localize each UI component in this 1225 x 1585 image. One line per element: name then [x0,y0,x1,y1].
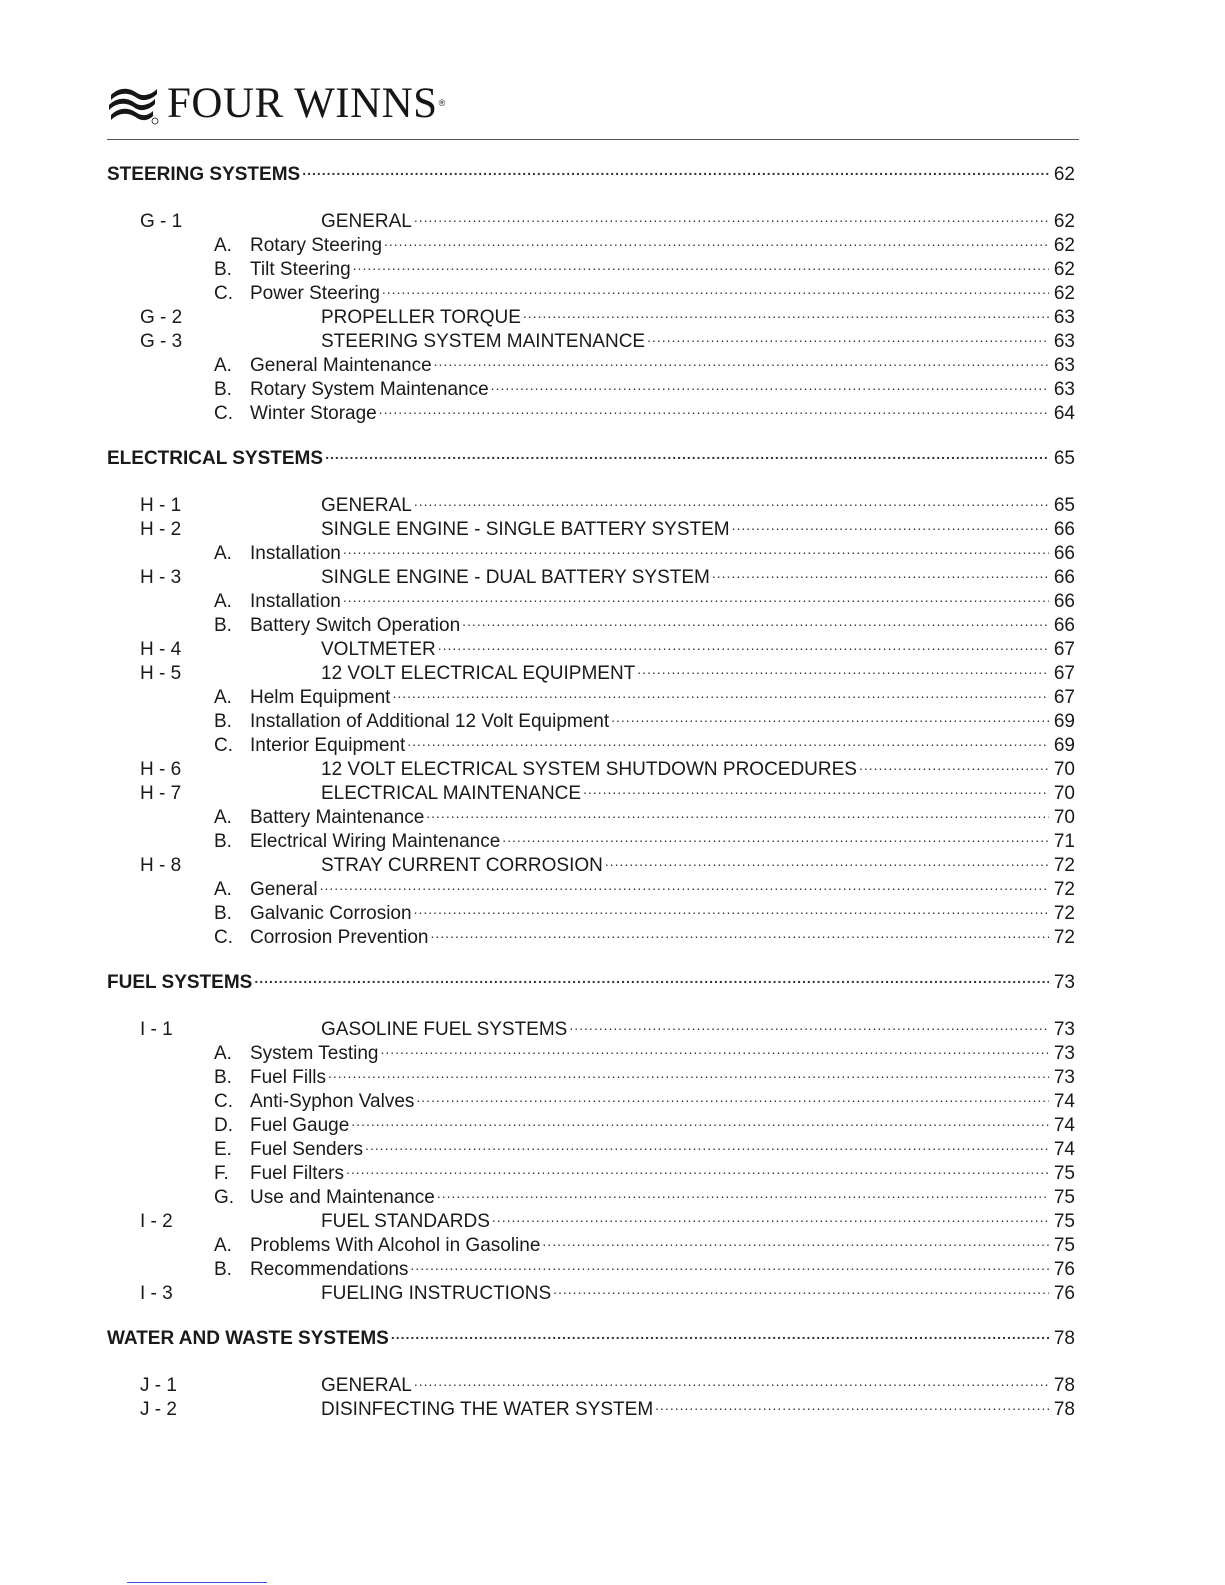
entry-code: J - 2 [140,1399,177,1420]
leader-dots [426,799,1049,823]
entry-title: Installation [250,591,341,612]
entry-letter: G. [214,1187,235,1208]
page-number: 72 [1053,879,1075,900]
entry-letter: C. [214,283,233,304]
entry-title: Galvanic Corrosion [250,903,412,924]
page-number: 73 [1053,1043,1075,1064]
toc-entry[interactable] [107,1367,1075,1396]
entry-letter: A. [214,1235,232,1256]
entry-title: Corrosion Prevention [250,927,429,948]
entry-title: FUELING INSTRUCTIONS [321,1283,552,1304]
page-number: 65 [1053,495,1075,516]
page-number: 62 [1053,259,1075,280]
leader-dots [647,323,1049,347]
leader-dots [254,964,1049,988]
page-number: 66 [1053,591,1075,612]
entry-letter: C. [214,1091,233,1112]
leader-dots [351,1107,1049,1131]
entry-title: Power Steering [250,283,380,304]
page-number: 74 [1053,1115,1075,1136]
toc-section-heading[interactable] [107,440,1075,469]
entry-title: Fuel Senders [250,1139,364,1160]
entry-code: G - 1 [140,211,183,232]
entry-title: General [250,879,318,900]
leader-dots [320,871,1049,895]
entry-title: GENERAL [321,495,412,516]
page-number: 63 [1053,379,1075,400]
entry-code: G - 2 [140,307,183,328]
brand-logo [107,80,445,126]
brand-name: FOUR WINNS [167,79,438,127]
entry-title: Fuel Gauge [250,1115,350,1136]
entry-title: VOLTMETER [321,639,436,660]
page-number: 73 [1053,972,1075,993]
entry-code: J - 1 [140,1375,177,1396]
page-number: 65 [1053,448,1075,469]
page-number: 78 [1053,1328,1075,1349]
page-number: 70 [1053,783,1075,804]
entry-title: 12 VOLT ELECTRICAL EQUIPMENT [321,663,636,684]
page-number: 62 [1053,283,1075,304]
leader-dots [392,679,1049,703]
page-number: 69 [1053,735,1075,756]
page-number: 67 [1053,639,1075,660]
entry-code: H - 5 [140,663,182,684]
page-number: 75 [1053,1235,1075,1256]
page-number: 63 [1053,331,1075,352]
entry-letter: B. [214,615,232,636]
entry-code: H - 3 [140,567,182,588]
entry-letter: D. [214,1115,233,1136]
entry-title: Helm Equipment [250,687,391,708]
page-number: 70 [1053,759,1075,780]
entry-letter: A. [214,355,232,376]
leader-dots [553,1275,1049,1299]
page-number: 70 [1053,807,1075,828]
entry-title: Interior Equipment [250,735,406,756]
entry-letter: B. [214,831,232,852]
entry-title: Use and Maintenance [250,1187,435,1208]
entry-title: Installation of Additional 12 Volt Equipment [250,711,610,732]
leader-dots [569,1011,1049,1035]
entry-title: Winter Storage [250,403,377,424]
toc-entry[interactable] [107,487,1075,516]
leader-dots [414,1367,1049,1391]
toc-entry[interactable] [107,1011,1075,1040]
entry-title: SINGLE ENGINE - SINGLE BATTERY SYSTEM [321,519,730,540]
entry-letter: C. [214,927,233,948]
leader-dots [407,727,1049,751]
entry-title: GENERAL [321,211,412,232]
leader-dots [325,440,1049,464]
entry-code: H - 8 [140,855,182,876]
entry-letter: B. [214,259,232,280]
page-number: 76 [1053,1283,1075,1304]
toc-section-heading[interactable] [107,156,1075,185]
entry-code: H - 1 [140,495,182,516]
page-number: 63 [1053,355,1075,376]
page-number: 72 [1053,903,1075,924]
page-number: 66 [1053,543,1075,564]
leader-dots [523,299,1049,323]
page-number: 78 [1053,1375,1075,1396]
page-number: 62 [1053,235,1075,256]
leader-dots [346,1155,1049,1179]
leader-dots [637,655,1049,679]
entry-title: Fuel Fills [250,1067,327,1088]
entry-title: SINGLE ENGINE - DUAL BATTERY SYSTEM [321,567,710,588]
entry-letter: C. [214,735,233,756]
leader-dots [343,583,1049,607]
entry-title: Fuel Filters [250,1163,344,1184]
entry-code: H - 7 [140,783,182,804]
leader-dots [302,156,1049,180]
entry-code: H - 6 [140,759,182,780]
page-number: 72 [1053,927,1075,948]
entry-title: ELECTRICAL MAINTENANCE [321,783,582,804]
page-number: 75 [1053,1211,1075,1232]
leader-dots [379,395,1049,419]
page-number: 66 [1053,567,1075,588]
page-number: 69 [1053,711,1075,732]
leader-dots [605,847,1049,871]
section-title: FUEL SYSTEMS [107,972,253,993]
entry-title: Rotary Steering [250,235,383,256]
entry-title: PROPELLER TORQUE [321,307,521,328]
entry-title: 12 VOLT ELECTRICAL SYSTEM SHUTDOWN PROCEDURES [321,759,857,780]
page-number: 74 [1053,1139,1075,1160]
page-number: 74 [1053,1091,1075,1112]
page-number: 78 [1053,1399,1075,1420]
leader-dots [410,1251,1049,1275]
entry-title: Rotary System Maintenance [250,379,489,400]
entry-title: Electrical Wiring Maintenance [250,831,501,852]
leader-dots [328,1059,1049,1083]
page-number: 75 [1053,1163,1075,1184]
page-number: 71 [1053,831,1075,852]
entry-title: Recommendations [250,1259,409,1280]
page-number: 76 [1053,1259,1075,1280]
entry-title: Tilt Steering [250,259,351,280]
toc-section-heading[interactable] [107,1320,1075,1349]
entry-title: STEERING SYSTEM MAINTENANCE [321,331,646,352]
entry-code: H - 2 [140,519,182,540]
leader-dots [462,607,1049,631]
entry-letter: B. [214,1259,232,1280]
entry-letter: A. [214,687,232,708]
leader-dots [859,751,1049,775]
entry-title: DISINFECTING THE WATER SYSTEM [321,1399,654,1420]
section-title: STEERING SYSTEMS [107,164,301,185]
leader-dots [416,1083,1049,1107]
header-divider [107,139,1079,140]
entry-letter: E. [214,1139,232,1160]
entry-title: System Testing [250,1043,379,1064]
leader-dots [414,895,1049,919]
leader-dots [391,1320,1049,1344]
leader-dots [492,1203,1049,1227]
page-number: 73 [1053,1067,1075,1088]
entry-letter: F. [214,1163,229,1184]
entry-title: Anti-Syphon Valves [250,1091,415,1112]
leader-dots [491,371,1049,395]
leader-dots [384,227,1049,251]
table-of-contents [107,156,1075,1420]
leader-dots [382,275,1049,299]
entry-letter: C. [214,403,233,424]
page-number: 72 [1053,855,1075,876]
entry-letter: A. [214,235,232,256]
entry-code: I - 2 [140,1211,173,1232]
page-number: 62 [1053,164,1075,185]
section-title: WATER AND WASTE SYSTEMS [107,1328,389,1349]
leader-dots [414,487,1049,511]
leader-dots [365,1131,1049,1155]
footer-link-underline [127,1582,267,1583]
toc-entry[interactable] [107,203,1075,232]
leader-dots [414,203,1049,227]
entry-code: I - 3 [140,1283,173,1304]
entry-title: Problems With Alcohol in Gasoline [250,1235,541,1256]
leader-dots [380,1035,1049,1059]
entry-letter: B. [214,903,232,924]
entry-title: General Maintenance [250,355,432,376]
leader-dots [430,919,1049,943]
page-number: 62 [1053,211,1075,232]
leader-dots [353,251,1049,275]
leader-dots [437,1179,1049,1203]
entry-code: I - 1 [140,1019,173,1040]
page-number: 64 [1053,403,1075,424]
entry-letter: A. [214,1043,232,1064]
entry-title: FUEL STANDARDS [321,1211,490,1232]
waves-logo-icon [107,81,159,125]
leader-dots [611,703,1049,727]
entry-letter: A. [214,591,232,612]
leader-dots [712,559,1049,583]
registered-mark: ® [438,98,446,108]
entry-code: H - 4 [140,639,182,660]
entry-letter: A. [214,879,232,900]
entry-letter: B. [214,379,232,400]
page-number: 66 [1053,519,1075,540]
leader-dots [502,823,1049,847]
entry-letter: A. [214,543,232,564]
leader-dots [438,631,1049,655]
entry-letter: B. [214,711,232,732]
entry-title: Battery Maintenance [250,807,425,828]
toc-section-heading[interactable] [107,964,1075,993]
entry-title: Battery Switch Operation [250,615,461,636]
entry-letter: B. [214,1067,232,1088]
page-number: 73 [1053,1019,1075,1040]
page-number: 67 [1053,687,1075,708]
leader-dots [583,775,1049,799]
entry-title: Installation [250,543,341,564]
entry-title: GASOLINE FUEL SYSTEMS [321,1019,568,1040]
entry-code: G - 3 [140,331,183,352]
leader-dots [655,1391,1049,1415]
entry-letter: A. [214,807,232,828]
leader-dots [732,511,1049,535]
page-number: 67 [1053,663,1075,684]
page-number: 66 [1053,615,1075,636]
page-number: 75 [1053,1187,1075,1208]
page-number: 63 [1053,307,1075,328]
entry-title: STRAY CURRENT CORROSION [321,855,603,876]
section-title: ELECTRICAL SYSTEMS [107,448,324,469]
leader-dots [434,347,1049,371]
leader-dots [343,535,1049,559]
leader-dots [542,1227,1049,1251]
entry-title: GENERAL [321,1375,412,1396]
